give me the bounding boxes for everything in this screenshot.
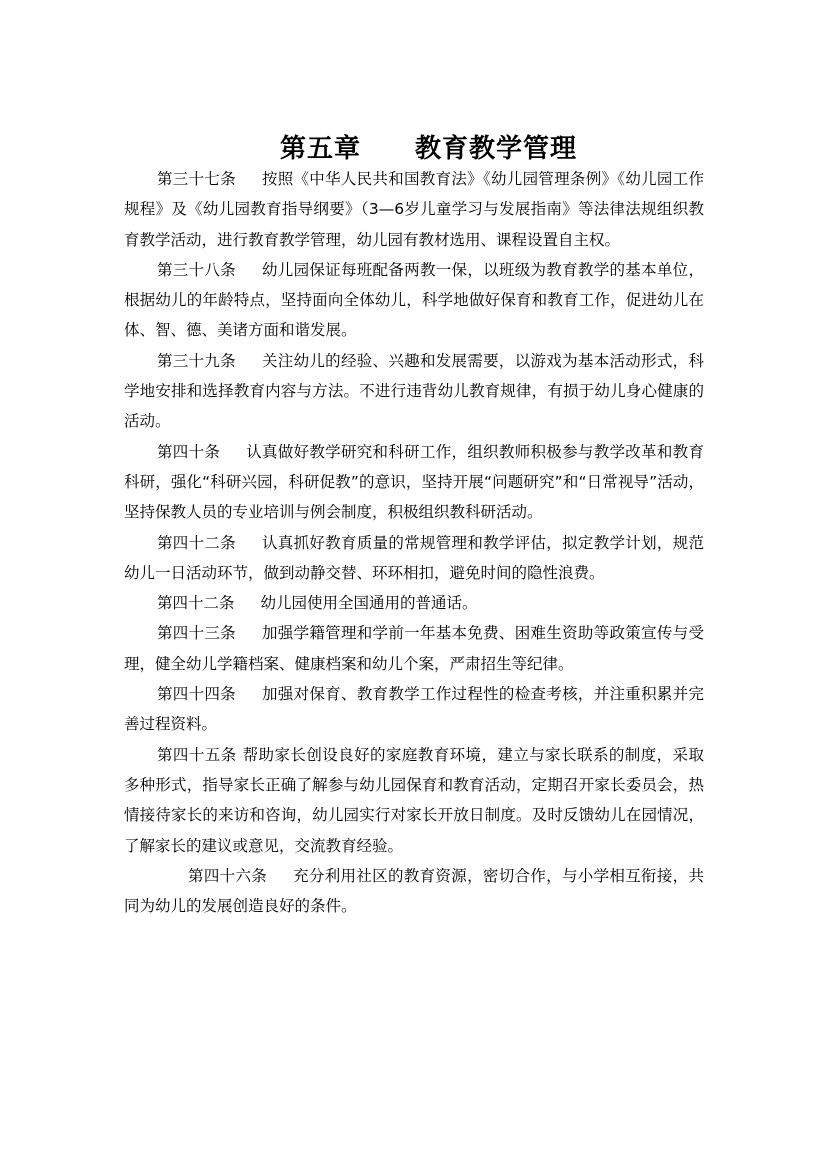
chapter-body (124, 164, 704, 921)
chapter-number: 第五章 (279, 134, 361, 164)
article-number: 第四十二条 (157, 533, 236, 552)
article-text: 加强对保育、教育教学工作过程性的检查考核，并注重积累并完善过程资料。 (124, 685, 704, 734)
article-text: 充分利用社区的教育资源，密切合作，与小学相互衔接，共同为幼儿的发展创造良好的条件。 (124, 866, 704, 916)
article-number: 第三十九条 (157, 351, 236, 370)
chapter-heading (0, 128, 827, 165)
article-45 (124, 740, 704, 861)
article-38 (124, 255, 704, 346)
article-number: 第四十五条 (157, 745, 237, 764)
article-text: 幼儿园保证每班配备两教一保，以班级为教育教学的基本单位，根据幼儿的年龄特点，坚持面向全体幼儿，科学地做好保育和教育工作，促进幼儿在体、智、德、美诸方面和谐发展。 (124, 260, 704, 340)
chapter-title: 教育教学管理 (415, 134, 578, 164)
article-number: 第四十四条 (157, 685, 236, 704)
article-number: 第四十条 (157, 442, 221, 461)
article-text: 幼儿园使用全国通用的普通话。 (260, 594, 478, 613)
article-text: 按照《中华人民共和国教育法》《幼儿园管理条例》《幼儿园工作规程》及《幼儿园教育指导纲要》（3—6岁儿童学习与发展指南》等法律法规组织教育教学活动，进行教育教学管理，幼儿园有教材选用、课程设置自主权。 (124, 170, 704, 249)
article-text: 关注幼儿的经验、兴趣和发展需要，以游戏为基本活动形式，科学地安排和选择教育内容与方法。不进行违背幼儿教育规律，有损于幼儿身心健康的活动。 (124, 351, 704, 431)
article-text: 加强学籍管理和学前一年基本免费、困难生资助等政策宣传与受理，健全幼儿学籍档案、健康档案和幼儿个案，严肃招生等纪律。 (124, 624, 704, 673)
article-42-b (124, 588, 704, 618)
article-number: 第三十七条 (157, 170, 236, 188)
article-number: 第四十六条 (188, 866, 268, 885)
article-46 (124, 861, 704, 922)
article-number: 第四十二条 (157, 594, 235, 613)
article-number: 第三十八条 (157, 260, 236, 279)
article-37 (124, 164, 704, 255)
article-text: 帮助家长创设良好的家庭教育环境，建立与家长联系的制度，采取多种形式，指导家长正确了解参与幼儿园保育和教育活动，定期召开家长委员会，热情接待家长的来访和咨询，幼儿园实行对家长开放日制度。及时反馈幼儿在园情况，了解家长的建议或意见，交流教育经验。 (124, 745, 704, 855)
article-text: 认真做好教学研究和科研工作，组织教师积极参与教学改革和教育科研，强化“科研兴园，科研促教”的意识，坚持开展“问题研究”和“日常视导”活动，坚持保教人员的专业培训与例会制度，积极组织教科研活动。 (124, 442, 704, 522)
article-43 (124, 618, 704, 679)
article-44 (124, 679, 704, 740)
article-number: 第四十三条 (157, 624, 236, 643)
article-39 (124, 346, 704, 437)
article-42-a (124, 528, 704, 589)
article-text: 认真抓好教育质量的常规管理和教学评估，拟定教学计划，规范幼儿一日活动环节，做到动静交替、环环相扣，避免时间的隐性浪费。 (124, 533, 704, 582)
article-40 (124, 437, 704, 528)
